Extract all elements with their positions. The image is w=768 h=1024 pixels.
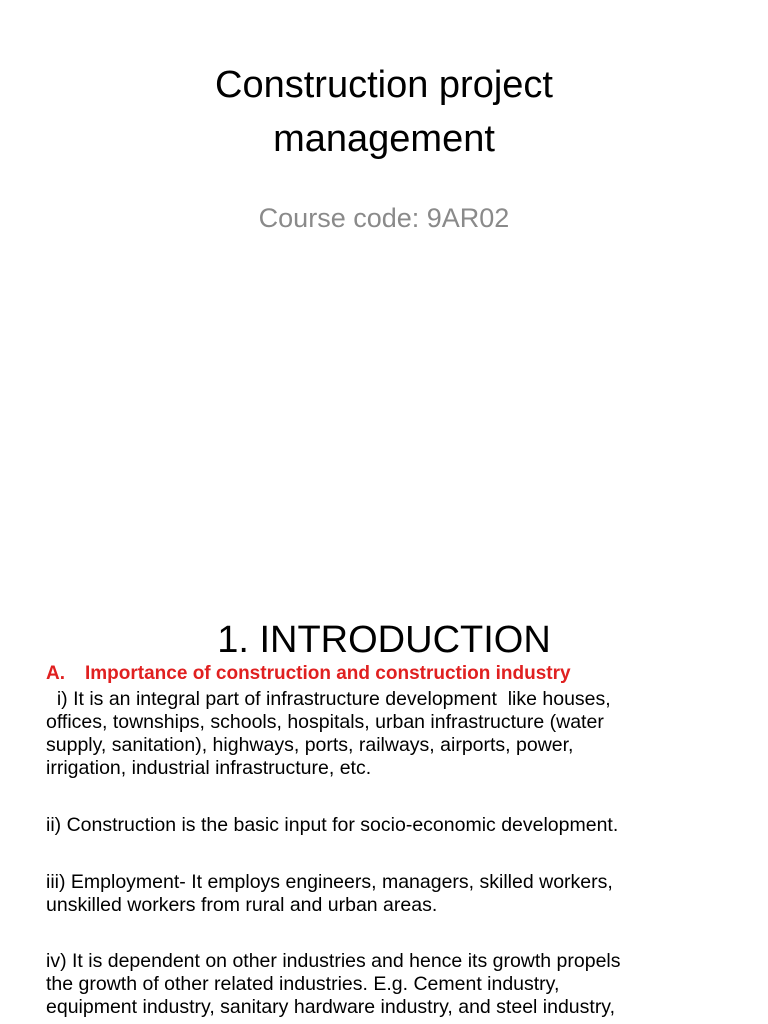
slide-introduction [0, 576, 768, 1024]
title-line-2: management [273, 118, 495, 160]
paragraph-related-industries [46, 950, 746, 1019]
paragraph-line: supply, sanitation), highways, ports, railways, airports, power, [46, 734, 574, 756]
paragraph-employment [46, 871, 746, 917]
title-line-1: Construction project [215, 64, 553, 106]
section-heading [46, 662, 571, 686]
paragraph-line: the growth of other related industries. E.g. Cement industry, [46, 973, 560, 995]
paragraph-line: equipment industry, sanitary hardware industry, and steel industry, [46, 996, 616, 1018]
paragraph-line: irrigation, industrial infrastructure, etc. [46, 757, 372, 779]
introduction-heading: 1. INTRODUCTION [217, 619, 551, 661]
paragraph-line: iii) Employment- It employs engineers, managers, skilled workers, [46, 871, 613, 893]
paragraph-line: offices, townships, schools, hospitals, urban infrastructure (water [46, 711, 604, 733]
paragraph-infrastructure [46, 688, 746, 780]
paragraph-line: i) It is an integral part of infrastructure development like houses, [46, 688, 611, 710]
slide-title-heading [0, 58, 768, 166]
section-heading-text: Importance of construction and construction industry [85, 663, 571, 684]
course-code-subtitle: Course code: 9AR02 [258, 203, 510, 233]
section-marker: A. [46, 663, 65, 684]
paragraph-line: ii) Construction is the basic input for socio-economic development. [46, 814, 619, 836]
paragraph-socio-economic [46, 814, 746, 837]
paragraph-line: unskilled workers from rural and urban areas. [46, 894, 438, 916]
paragraph-line: iv) It is dependent on other industries and hence its growth propels [46, 950, 621, 972]
